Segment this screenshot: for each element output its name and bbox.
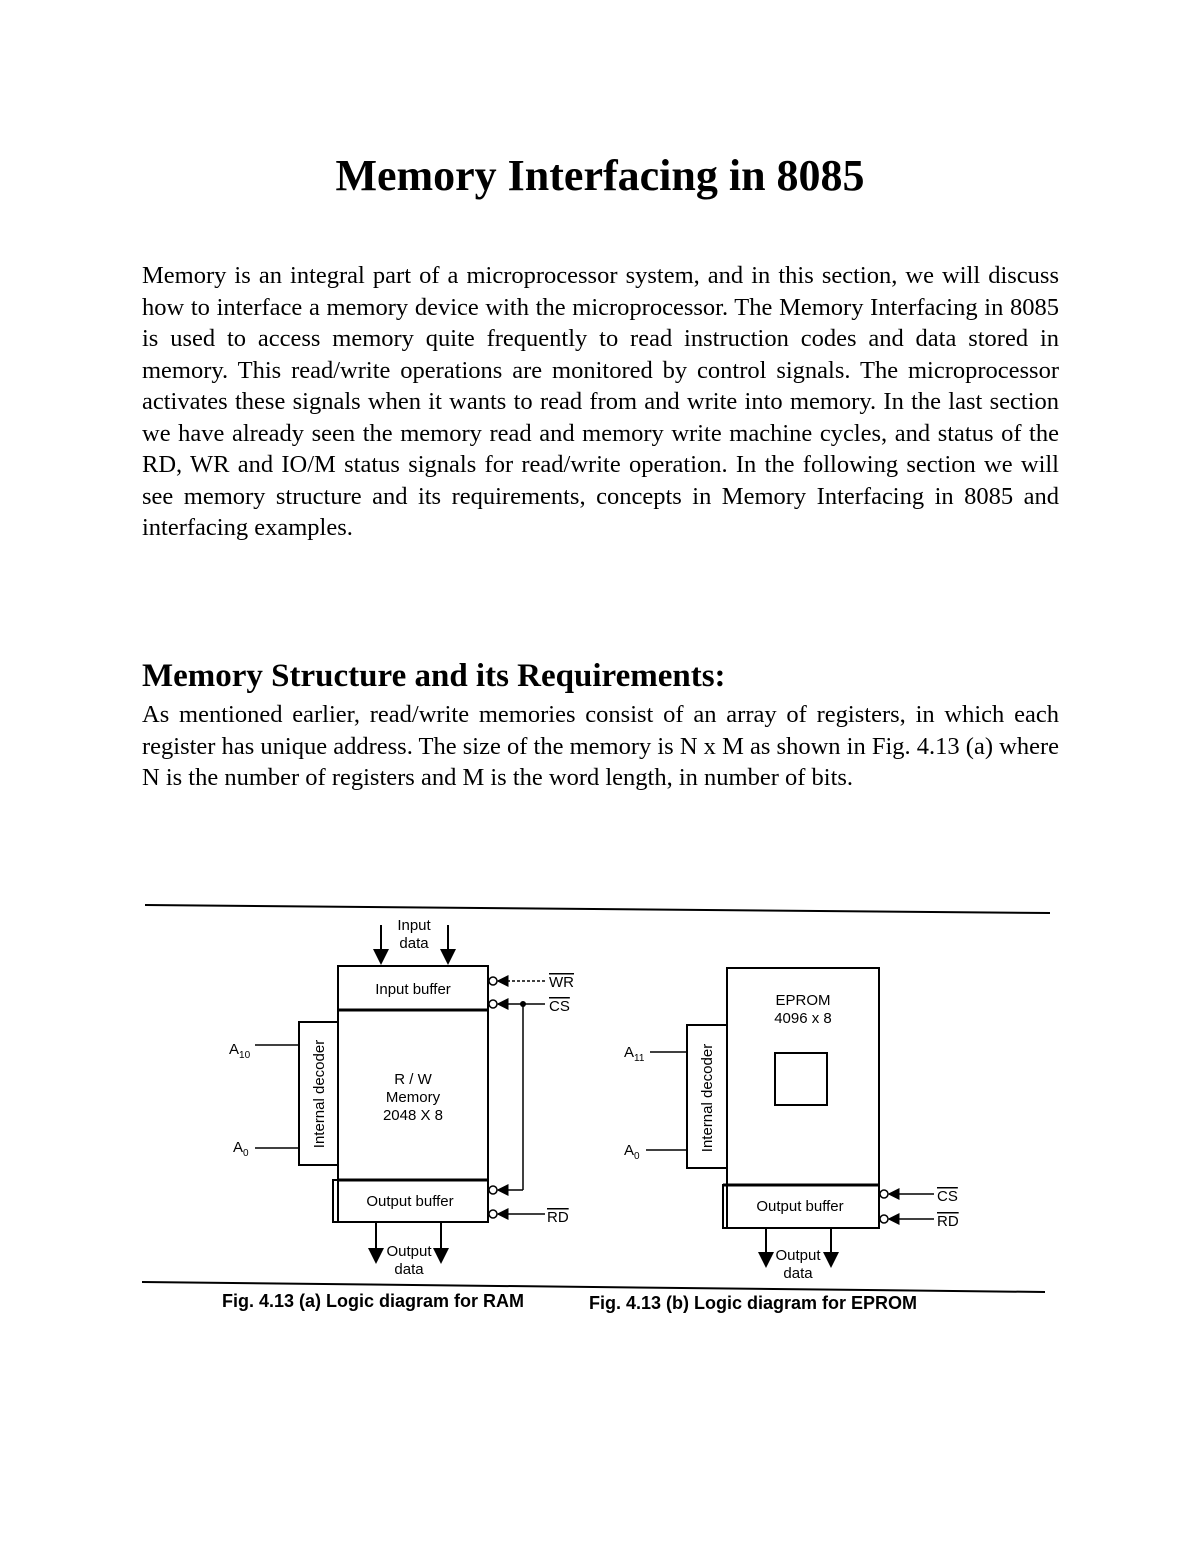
- eprom-window: [775, 1053, 827, 1105]
- eprom-chip-label-2: 4096 x 8: [774, 1010, 832, 1027]
- intro-paragraph: Memory is an integral part of a microprocessor system, and in this section, we will discuss how to interface a memory device with the microprocessor. The Memory Interfacing in 8085 is used to access memory quite frequently to read instruction codes and data stored in memory. This read/write operations are monitored by control signals. The microprocessor activates these signals when it wants to read from and write into memory. In the last section we have already seen the memory read and memory write machine cycles, and status of the RD, WR and IO/M status signals for read/write operation. In the following section we will see memory structure and its requirements, concepts in Memory Interfacing in 8085 and interfacing examples.: [142, 262, 1059, 541]
- eprom-cs-signal: CS: [937, 1188, 958, 1205]
- eprom-caption: Fig. 4.13 (b) Logic diagram for EPROM: [589, 1293, 918, 1313]
- ram-input-buffer: Input buffer: [375, 981, 451, 998]
- eprom-addr-high: $A_{11}$: [624, 1044, 645, 1064]
- ram-output-data-label-1: Output: [386, 1243, 432, 1260]
- ram-memory-label-1: R / W: [394, 1071, 432, 1088]
- ram-output-buffer: Output buffer: [366, 1193, 454, 1210]
- ram-rd-signal: RD: [547, 1209, 569, 1226]
- ram-diagram: [222, 917, 574, 1311]
- section-paragraph: As mentioned earlier, read/write memories consist of an array of registers, in which each register has unique address. The size of the memory is N x M as shown in Fig. 4.13 (a) where N is the number of registers and M is the word length, in number of bits.: [142, 701, 1059, 791]
- ram-addr-high: $A_{10}$: [229, 1041, 251, 1061]
- figure-top-rule: [145, 905, 1050, 913]
- ram-wr-signal: WR: [549, 974, 574, 991]
- ram-memory-label-3: 2048 X 8: [382, 1107, 444, 1124]
- eprom-output-data-label-2: data: [783, 1265, 813, 1282]
- eprom-rd-signal: RD: [937, 1213, 959, 1230]
- ram-output-data-label-2: data: [394, 1261, 424, 1278]
- eprom-output-buffer: Output buffer: [756, 1198, 844, 1215]
- eprom-addr-low: $A_0$: [624, 1142, 640, 1162]
- memory-logic-figure: [0, 890, 1200, 1330]
- page-title: Memory Interfacing in 8085: [335, 151, 865, 200]
- ram-memory-label-2: Memory: [385, 1089, 441, 1106]
- eprom-chip-label-1: EPROM: [775, 992, 831, 1009]
- ram-caption: Fig. 4.13 (a) Logic diagram for RAM: [222, 1291, 525, 1311]
- ram-input-data-label-2: data: [399, 935, 429, 952]
- ram-addr-low: $A_0$: [233, 1139, 249, 1159]
- section-heading: Memory Structure and its Requirements:: [142, 658, 726, 694]
- eprom-output-data-label-1: Output: [775, 1247, 821, 1264]
- eprom-diagram: [589, 968, 959, 1313]
- eprom-decoder-label: Internal decoder: [699, 1043, 716, 1153]
- ram-input-data-label-1: Input: [397, 917, 431, 934]
- ram-decoder-label: Internal decoder: [311, 1039, 328, 1149]
- ram-cs-signal: CS: [549, 998, 570, 1015]
